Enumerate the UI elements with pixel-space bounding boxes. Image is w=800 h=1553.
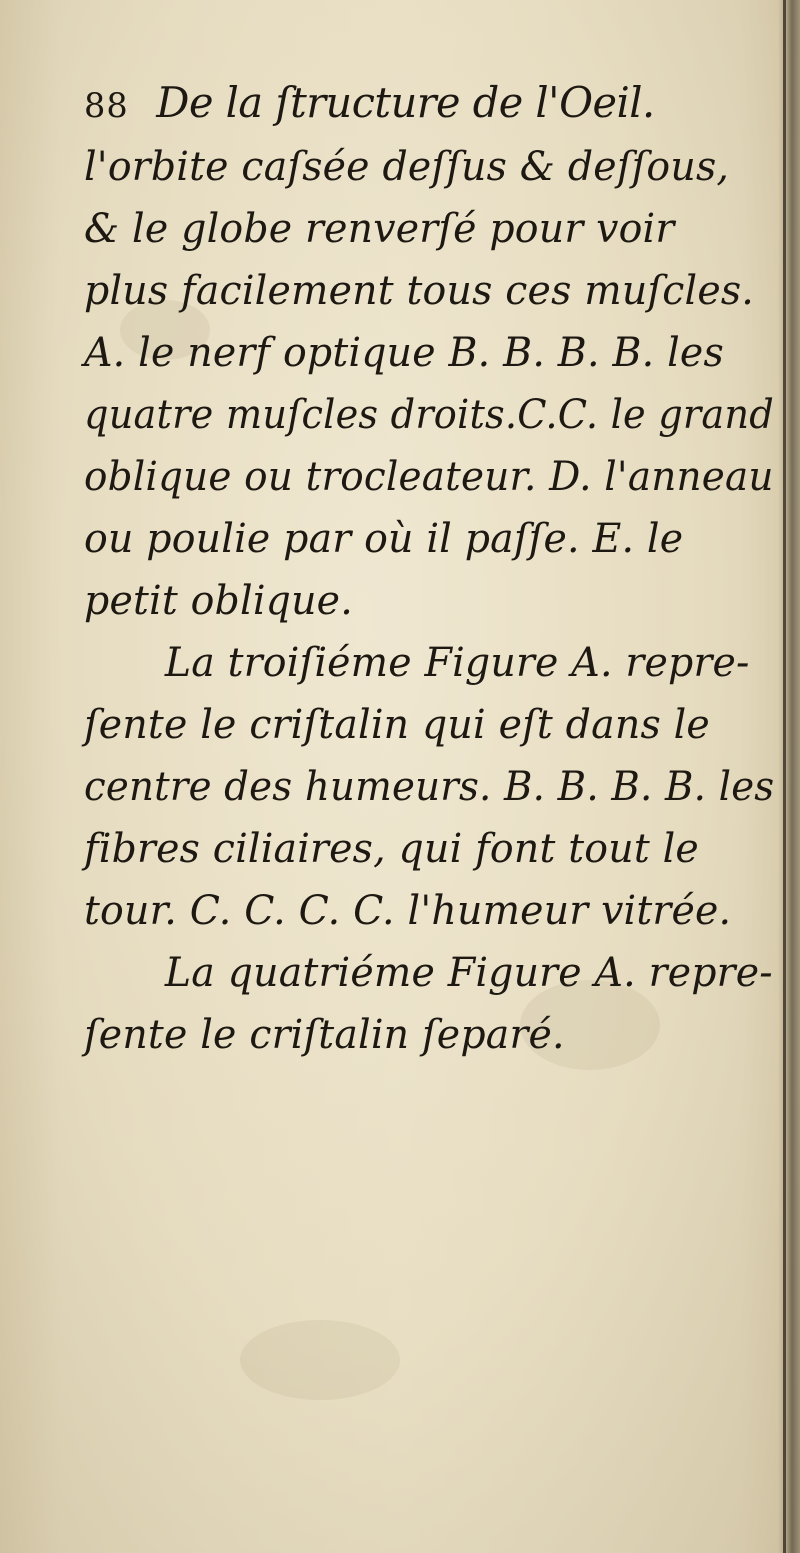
text-line: La troiſiéme Figure A. repre- [164,640,750,686]
text-line: tour. C. C. C. C. l'humeur vitrée. [84,888,732,934]
page-text [84,78,784,1066]
running-head-title: De la ſtructure de l'Oeil. [156,78,655,127]
text-line: fibres ciliaires, qui font tout le [84,826,699,872]
page-number: 88 [84,86,129,126]
text-line: centre des humeurs. B. B. B. B. les [84,764,775,810]
text-line: plus facilement tous ces muſcles. [84,268,755,314]
paper-stain [240,1320,400,1400]
text-line: petit oblique. [84,578,353,624]
text-line: ou poulie par où il paſſe. E. le [84,516,684,562]
text-line: A. le nerf optique B. B. B. B. les [84,330,724,376]
running-head [84,78,774,136]
text-line: oblique ou trocleateur. D. l'anneau [84,454,774,500]
paragraph-figure-three [84,632,784,942]
paragraph-figure-two [84,136,784,632]
text-line: & le globe renverſé pour voir [84,206,675,252]
text-line: l'orbite caſsée deſſus & deſſous, [84,144,730,190]
text-line: ſente le criſtalin ſeparé. [84,1012,565,1058]
text-line: La quatriéme Figure A. repre- [164,950,773,996]
text-line: quatre muſcles droits.C.C. le grand [84,392,774,438]
text-line: ſente le criſtalin qui eſt dans le [84,702,710,748]
paragraph-figure-four [84,942,784,1066]
